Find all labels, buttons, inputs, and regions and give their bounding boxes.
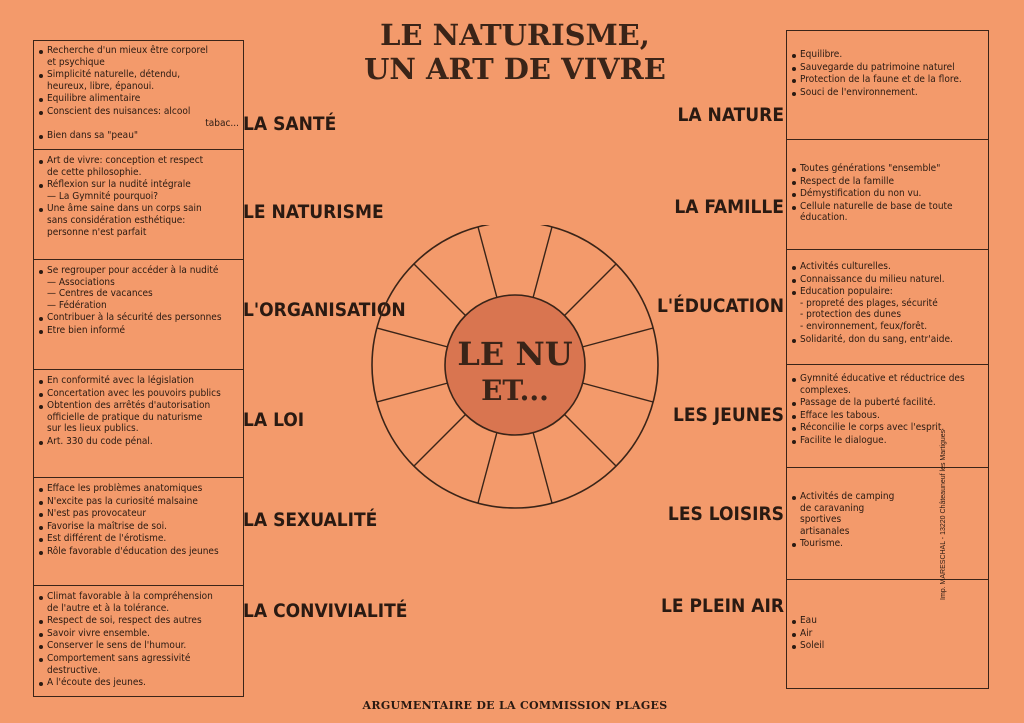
topic-loisirs: LES LOISIRS: [667, 503, 784, 525]
list-item: [791, 410, 984, 422]
wheel-spoke: [414, 414, 466, 466]
list-item-line: Est différent de l'érotisme.: [47, 533, 167, 545]
list-item: [791, 422, 984, 434]
list-item: [38, 483, 239, 495]
list-item: [791, 491, 984, 537]
list-item: [791, 74, 984, 86]
list-item-line: Réflexion sur la nudité intégrale: [47, 179, 191, 191]
list-item-line: Tourisme.: [800, 538, 844, 550]
wheel-spoke: [564, 414, 616, 466]
right-box-jeunes: [787, 369, 988, 467]
list-item-line: personne n'est parfait: [47, 226, 147, 238]
list-item: [791, 261, 984, 273]
list-item: [38, 496, 239, 508]
list-item: [38, 400, 239, 435]
right-box-nature: [787, 45, 988, 139]
wheel-spoke: [377, 383, 448, 402]
left-box-sexualite: [34, 479, 243, 585]
printer-credit: [940, 420, 950, 600]
left-box-organisation: [34, 261, 243, 369]
list-item-line: Efface les tabous.: [800, 409, 880, 421]
topic-plein-air: LE PLEIN AIR: [661, 595, 784, 617]
list-item-line: Simplicité naturelle, détendu,: [47, 69, 181, 81]
list-item: [38, 312, 239, 324]
list-item: [791, 628, 984, 640]
list-item-line: sur les lieux publics.: [47, 423, 139, 435]
list-item: [791, 373, 984, 396]
list-item: [38, 615, 239, 627]
list-item-line: Gymnité éducative et réductrice des: [800, 373, 965, 384]
list-item-line: Sauvegarde du patrimoine naturel: [800, 61, 955, 73]
list-item-line: tabac...: [205, 117, 239, 129]
list-item-line: heureux, libre, épanoui.: [47, 80, 155, 92]
wheel-spoke: [583, 328, 654, 347]
list-item-line: - environnement, feux/forêt.: [800, 320, 928, 332]
list-item-line: Solidarité, don du sang, entr'aide.: [800, 333, 953, 345]
list-item-line: Art de vivre: conception et respect: [47, 155, 204, 166]
topic-loi: LA LOI: [243, 409, 305, 431]
bullet-list: [38, 265, 239, 337]
bullet-list: [38, 483, 239, 558]
list-item-line: complexes.: [800, 384, 851, 396]
list-item-line: artisanales: [800, 525, 850, 537]
list-item-line: Bien dans sa "peau": [47, 130, 139, 142]
list-item-line: N'excite pas la curiosité malsaine: [47, 495, 198, 507]
list-item-line: Se regrouper pour accéder à la nudité: [47, 265, 219, 276]
divider: [34, 585, 243, 586]
list-item: [791, 87, 984, 99]
list-item-line: Conscient des nuisances: alcool: [47, 105, 191, 117]
page-title: [300, 18, 730, 86]
wheel-spoke: [533, 433, 552, 504]
list-item: [791, 334, 984, 346]
list-item-line: et psychique: [47, 56, 105, 68]
list-item: [38, 325, 239, 337]
list-item: [38, 93, 239, 105]
list-item: [38, 203, 239, 238]
divider: [34, 477, 243, 478]
list-item: [38, 546, 239, 558]
right-box-loisirs: [787, 487, 988, 577]
list-item-line: - propreté des plages, sécurité: [800, 297, 938, 309]
bullet-list: [38, 591, 239, 689]
list-item: [38, 508, 239, 520]
list-item-line: Recherche d'un mieux être corporel: [47, 45, 208, 56]
left-column: [33, 40, 244, 697]
bullet-list: [38, 375, 239, 448]
list-item-line: Equilibre alimentaire: [47, 93, 141, 105]
wheel-spoke: [478, 433, 497, 504]
topic-education: L'ÉDUCATION: [656, 295, 784, 317]
list-item-line: sans considération esthétique:: [47, 214, 186, 226]
list-item: [38, 130, 239, 142]
wheel-spoke: [564, 264, 616, 316]
list-item-line: de l'autre et à la tolérance.: [47, 602, 170, 614]
center-line-1: LE NU: [457, 335, 573, 373]
list-item: [38, 155, 239, 178]
wheel-spoke: [583, 383, 654, 402]
list-item-line: de cette philosophie.: [47, 166, 142, 178]
list-item-line: de caravaning: [800, 502, 865, 514]
list-item: [38, 106, 239, 129]
list-item-line: Eau: [800, 615, 817, 626]
bullet-list: [38, 155, 239, 238]
list-item-line: Air: [800, 627, 813, 639]
list-item-line: - protection des dunes: [800, 309, 902, 321]
bullet-list: [791, 261, 984, 345]
list-item: [38, 521, 239, 533]
list-item-line: Concertation avec les pouvoirs publics: [47, 387, 221, 399]
list-item-line: Activités de camping: [800, 491, 895, 502]
wheel-spoke: [478, 227, 497, 298]
list-item-line: Réconcilie le corps avec l'esprit.: [800, 422, 945, 434]
list-item: [38, 265, 239, 311]
list-item: [791, 538, 984, 550]
list-item-line: Souci de l'environnement.: [800, 86, 918, 98]
topic-famille: LA FAMILLE: [674, 196, 784, 218]
footer-caption: ARGUMENTAIRE DE LA COMMISSION PLAGES: [362, 699, 668, 712]
topic-sexualite: LA SEXUALITÉ: [243, 509, 378, 531]
list-item-line: destructive.: [47, 664, 101, 676]
topic-nature: LA NATURE: [677, 104, 784, 126]
list-item: [38, 45, 239, 68]
list-item-line: Savoir vivre ensemble.: [47, 627, 150, 639]
wheel-spoke: [377, 328, 448, 347]
list-item-line: Conserver le sens de l'humour.: [47, 640, 187, 652]
list-item-line: Education populaire:: [800, 286, 893, 298]
list-item: [791, 397, 984, 409]
list-item-line: Une âme saine dans un corps sain: [47, 203, 202, 215]
list-item-line: Activités culturelles.: [800, 261, 891, 272]
right-column: [786, 30, 989, 689]
list-item: [38, 388, 239, 400]
list-item: [38, 591, 239, 614]
list-item-line: Respect de la famille: [800, 175, 895, 187]
list-item: [791, 435, 984, 447]
list-item-line: Efface les problèmes anatomiques: [47, 483, 203, 494]
list-item-line: A l'écoute des jeunes.: [47, 677, 146, 689]
center-line-2: ET...: [481, 374, 549, 407]
list-item-line: — Centres de vacances: [47, 288, 153, 300]
topic-organisation: L'ORGANISATION: [243, 299, 406, 321]
divider: [787, 467, 988, 468]
list-item-line: N'est pas provocateur: [47, 508, 147, 520]
bullet-list: [791, 615, 984, 652]
bullet-list: [791, 373, 984, 447]
right-box-plein-air: [787, 611, 988, 685]
list-item: [791, 176, 984, 188]
list-item-line: Passage de la puberté facilité.: [800, 397, 936, 409]
list-item-line: Comportement sans agressivité: [47, 652, 191, 664]
list-item-line: Climat favorable à la compréhension: [47, 591, 213, 602]
list-item-line: Favorise la maîtrise de soi.: [47, 520, 167, 532]
list-item-line: — Associations: [47, 276, 115, 288]
bullet-list: [791, 491, 984, 550]
list-item-line: Equilibre.: [800, 49, 843, 60]
divider: [787, 139, 988, 140]
list-item: [791, 201, 984, 224]
list-item: [38, 677, 239, 689]
divider: [787, 364, 988, 365]
list-item-line: Toutes générations "ensemble": [800, 163, 941, 174]
list-item-line: Démystification du non vu.: [800, 188, 922, 200]
list-item: [791, 615, 984, 627]
left-box-loi: [34, 371, 243, 477]
list-item: [791, 49, 984, 61]
list-item: [791, 286, 984, 332]
topic-convivialite: LA CONVIVIALITÉ: [243, 600, 408, 622]
list-item: [791, 163, 984, 175]
list-item-line: Soleil: [800, 640, 825, 652]
list-item-line: Connaissance du milieu naturel.: [800, 273, 945, 285]
wheel-spoke: [533, 227, 552, 298]
divider: [34, 369, 243, 370]
left-box-naturisme: [34, 151, 243, 259]
title-line-1: LE NATURISME,: [380, 18, 650, 52]
list-item: [791, 62, 984, 74]
list-item-line: Facilite le dialogue.: [800, 434, 887, 446]
list-item: [38, 375, 239, 387]
divider: [34, 149, 243, 150]
list-item: [791, 640, 984, 652]
topic-jeunes: LES JEUNES: [672, 404, 784, 426]
list-item: [791, 274, 984, 286]
divider: [34, 259, 243, 260]
list-item-line: éducation.: [800, 212, 848, 224]
bullet-list: [791, 163, 984, 224]
list-item-line: Obtention des arrêtés d'autorisation: [47, 400, 211, 412]
list-item: [38, 640, 239, 652]
list-item-line: officielle de pratique du naturisme: [47, 411, 203, 423]
divider: [787, 579, 988, 580]
topic-sante: LA SANTÉ: [243, 113, 337, 135]
list-item-line: — La Gymnité pourquoi?: [47, 190, 159, 202]
center-wheel: [360, 225, 670, 515]
list-item-line: Rôle favorable d'éducation des jeunes: [47, 545, 219, 557]
title-line-2: UN ART DE VIVRE: [364, 52, 666, 86]
list-item: [38, 179, 239, 202]
printer-credit-text: Imp. MARESCHAL - 13220 Châteauneuf les Martigues: [940, 429, 947, 600]
list-item-line: Art. 330 du code pénal.: [47, 435, 153, 447]
list-item-line: — Fédération: [47, 299, 107, 311]
list-item-line: Etre bien informé: [47, 324, 126, 336]
divider: [787, 249, 988, 250]
list-item: [38, 436, 239, 448]
right-box-education: [787, 257, 988, 361]
list-item-line: En conformité avec la législation: [47, 375, 194, 386]
list-item-line: sportives: [800, 514, 842, 526]
bullet-list: [38, 45, 239, 142]
list-item: [38, 69, 239, 92]
list-item-line: Respect de soi, respect des autres: [47, 615, 202, 627]
left-box-sante: [34, 41, 243, 149]
list-item: [38, 653, 239, 676]
left-box-convivialite: [34, 587, 243, 695]
right-box-famille: [787, 159, 988, 249]
list-item: [38, 533, 239, 545]
list-item-line: Contribuer à la sécurité des personnes: [47, 312, 222, 324]
list-item: [791, 188, 984, 200]
bullet-list: [791, 49, 984, 98]
list-item-line: Protection de la faune et de la flore.: [800, 74, 962, 86]
topic-naturisme: LE NATURISME: [243, 201, 384, 223]
list-item: [38, 628, 239, 640]
wheel-spoke: [414, 264, 466, 316]
list-item-line: Cellule naturelle de base de toute: [800, 200, 953, 212]
